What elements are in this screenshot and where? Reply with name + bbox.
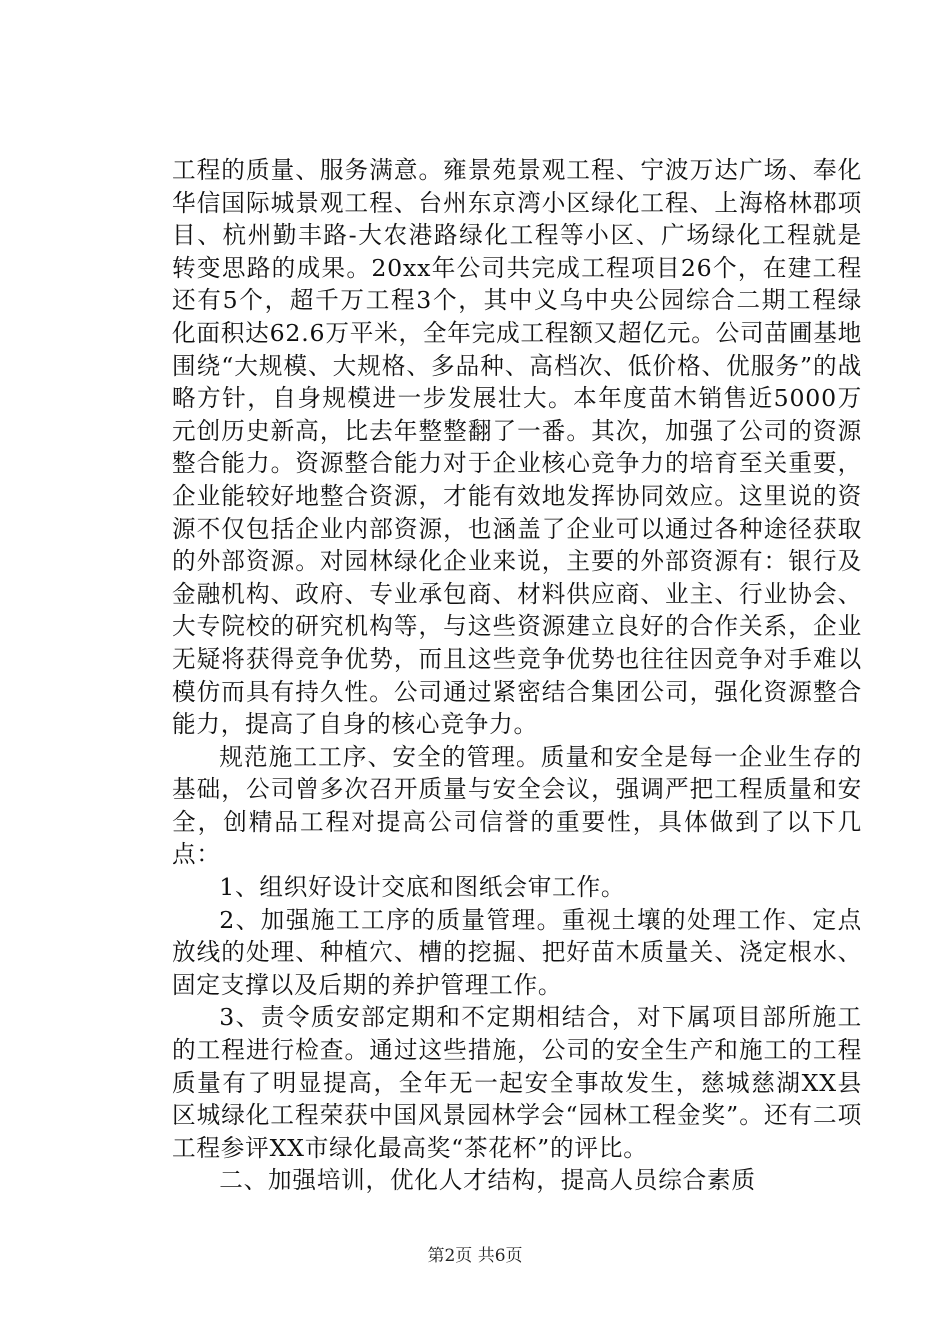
paragraph-5: 3、责令质安部定期和不定期相结合，对下属项目部所施工的工程进行检查。通过这些措施，公司的安全生产和施工的工程质量有了明显提高，全年无一起安全事故发生，慈城慈湖XX县区城绿化工程荣获中国风景园林学会“园林工程金奖”。还有二项工程参评XX市绿化最高奖“茶花杯”的评比。 [172,1003,862,1162]
paragraph-3: 1、组织好设计交底和图纸会审工作。 [219,873,626,902]
paragraph-4: 2、加强施工工序的质量管理。重视土壤的处理工作、定点放线的处理、种植穴、槽的挖掘、把好苗木质量关、浇定根水、固定支撑以及后期的养护管理工作。 [172,905,862,999]
paragraph-2: 规范施工工序、安全的管理。质量和安全是每一企业生存的基础，公司曾多次召开质量与安全会议，强调严把工程质量和安全，创精品工程对提高公司信誉的重要性，具体做到了以下几点： [172,742,862,869]
document-body [172,154,862,1197]
paragraph-1: 工程的质量、服务满意。雍景苑景观工程、宁波万达广场、奉化华信国际城景观工程、台州东京湾小区绿化工程、上海格林郡项目、杭州勤丰路-大农港路绿化工程等小区、广场绿化工程就是转变思路的成果。20xx年公司共完成工程项目26个，在建工程还有5个，超千万工程3个，其中义乌中央公园综合二期工程绿化面积达62.6万平米，全年完成工程额又超亿元。公司苗圃基地围绕“大规模、大规格、多品种、高档次、低价格、优服务”的战略方针，自身规模进一步发展壮大。本年度苗木销售近5000万元创历史新高，比去年整整翻了一番。其次，加强了公司的资源整合能力。资源整合能力对于企业核心竞争力的培育至关重要，企业能较好地整合资源，才能有效地发挥协同效应。这里说的资源不仅包括企业内部资源，也涵盖了企业可以通过各种途径获取的外部资源。对园林绿化企业来说，主要的外部资源有：银行及金融机构、政府、专业承包商、材料供应商、业主、行业协会、大专院校的研究机构等，与这些资源建立良好的合作关系，企业无疑将获得竞争优势，而且这些竞争优势也往往因竞争对手难以模仿而具有持久性。公司通过紧密结合集团公司，强化资源整合能力，提高了自身的核心竞争力。 [172,156,862,739]
page-number: 第2页 共6页 [427,1246,523,1266]
section-heading: 二、加强培训，优化人才结构，提高人员综合素质 [219,1166,756,1195]
